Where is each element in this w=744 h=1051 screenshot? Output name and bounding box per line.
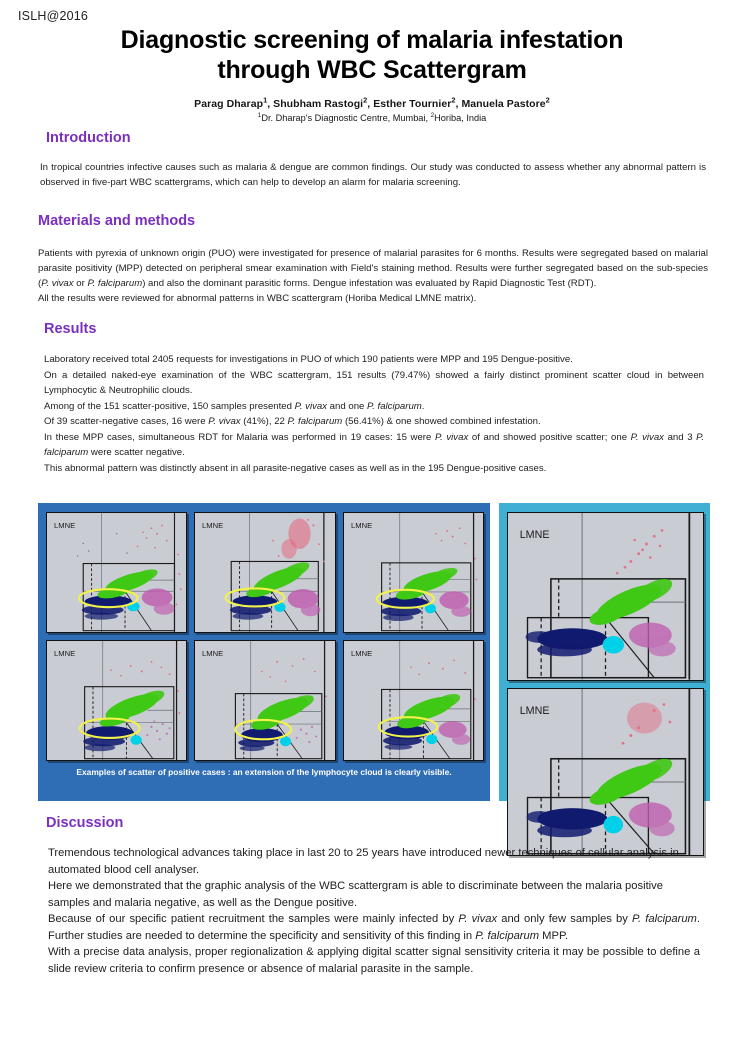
section-heading-results: Results [44, 321, 97, 337]
scattergram-positive-5[interactable] [194, 640, 335, 761]
negative-panel-caption: Examples of scatter of negative cases. [527, 862, 682, 873]
monocyte-cluster [603, 636, 624, 653]
disc-species-3: P. falciparum [475, 929, 540, 942]
lmne-label: LMNE [519, 529, 550, 542]
lmne-label: LMNE [202, 521, 224, 531]
res-l4-b: (41%), 22 [240, 416, 288, 428]
disc-p3-d: MPP. [539, 929, 569, 942]
scattergram-plot [508, 689, 703, 856]
title-block [0, 0, 744, 123]
author-sup-2: 2 [363, 95, 368, 105]
results-line-5 [44, 430, 704, 461]
res-species-3: P. vivax [208, 416, 241, 428]
res-l3-b: and one [327, 400, 368, 412]
res-species-7: P. falciparum [44, 431, 704, 459]
res-species-4: P. falciparum [287, 416, 343, 428]
lmne-label: LMNE [53, 649, 76, 659]
res-species-1: P. vivax [294, 400, 328, 412]
results-line-4 [44, 414, 704, 430]
scattergram-plot [344, 641, 483, 760]
res-l4-c: (56.41%) & one showed combined infestation. [342, 416, 541, 428]
author-sup-1: 1 [263, 95, 268, 105]
disc-p3-b: and only few samples by [497, 913, 632, 926]
scattergram-positive-3[interactable] [343, 512, 484, 633]
monocyte-cluster [426, 735, 437, 745]
scattergram-plot [47, 513, 186, 632]
lmne-label: LMNE [519, 704, 550, 717]
section-body-materials [38, 246, 708, 307]
materials-paragraph-2: All the results were reviewed for abnormal patterns in WBC scattergram (Horiba Medical LMNE matrix). [38, 293, 477, 305]
affil-sup-1: 1 [257, 111, 262, 119]
scattergram-plot [195, 641, 334, 760]
res-l3-c: . [421, 400, 425, 412]
positive-cases-panel [38, 503, 490, 801]
materials-paragraph-1 [38, 246, 708, 291]
scattergram-negative-1[interactable] [507, 512, 704, 681]
scattergram-plot [344, 513, 483, 632]
section-heading-introduction: Introduction [46, 130, 131, 146]
introduction-paragraph: In tropical countries infective causes such as malaria & dengue are common findings. Our study was conducted to assess whether any abnormal pattern is observed in five-part WBC scattergrams, which can help to develop an alarm for malaria screening. [40, 162, 706, 189]
negative-scattergram-grid [507, 512, 702, 856]
section-body-introduction [40, 160, 706, 190]
monocyte-cluster [604, 816, 624, 833]
page-title [92, 26, 652, 85]
title-line-2: through WBC Scattergram [217, 55, 527, 84]
author-sup-4: 2 [545, 95, 550, 105]
negative-cases-panel [499, 503, 710, 873]
section-heading-materials: Materials and methods [38, 213, 196, 229]
affil-sup-2: 2 [430, 111, 435, 119]
scattergram-plot [47, 641, 186, 760]
section-heading-discussion: Discussion [46, 815, 124, 831]
monocyte-cluster [280, 737, 291, 747]
res-species-2: P. falciparum [367, 400, 422, 412]
disc-p3-c: . Further studies are needed to determine the specificity and sensitivity of this finding in [48, 913, 700, 942]
discussion-paragraph-1: Tremendous technological advances taking place in last 20 to 25 years have introduced newer techniques of cellular analysis in automated blood cell analyser. [48, 847, 679, 876]
res-species-6: P. vivax [630, 431, 664, 443]
author-sup-3: 2 [451, 95, 456, 105]
affiliation-list: $^1$Dr. Dharap's Diagnostic Centre, Mumbai, $^2$Horiba, India [257, 111, 487, 123]
results-line-2: On a detailed naked-eye examination of the WBC scattergram, 151 results (79.47%) showed a fairly distinct prominent scatter cloud in between Lymphocytic & Neutrophilic clouds. [44, 369, 704, 397]
results-line-1: Laboratory received total 2405 requests for investigations in PUO of which 190 patients were MPP and 195 Dengue-positive. [44, 354, 573, 365]
author-list: Parag Dharap$^1$, Shubham Rastogi$^2$, Esther Tournier$^2$, Manuela Pastore$^2$ [194, 95, 550, 110]
lmne-label: LMNE [53, 521, 76, 531]
scattergram-positive-2[interactable] [194, 512, 335, 633]
results-line-3 [44, 399, 704, 415]
lmne-label: LMNE [202, 649, 224, 659]
positive-scattergram-grid [46, 512, 482, 761]
res-l5-b: of and showed positive scatter; one [468, 431, 631, 443]
res-l5-a: In these MPP cases, simultaneous RDT for Malaria was performed in 19 cases: 15 were [44, 431, 435, 443]
res-l5-d: were scatter negative. [88, 447, 185, 459]
mat-species-1: P. vivax [41, 278, 74, 290]
monocyte-cluster [131, 735, 142, 745]
title-line-1: Diagnostic screening of malaria infestation [120, 26, 624, 54]
lmne-label: LMNE [350, 649, 372, 659]
scattergram-positive-1[interactable] [46, 512, 187, 633]
scattergram-plot [195, 513, 334, 632]
lmne-label: LMNE [350, 521, 372, 531]
section-body-results [44, 352, 704, 476]
section-body-discussion [48, 845, 700, 978]
discussion-paragraph-4: With a precise data analysis, proper regionalization & applying digital scatter signal sensitivity criteria it may be possible to define a slide review criteria to confirm presence or absence of malarial parasite in the sample. [48, 946, 700, 976]
positive-panel-caption: Examples of scatter of positive cases : an extension of the lymphocyte cloud is clearly visible. [76, 767, 452, 778]
res-l3-a: Among of the 151 scatter-positive, 150 samples presented [44, 400, 295, 412]
discussion-paragraph-3 [48, 911, 700, 944]
discussion-paragraph-2: Here we demonstrated that the graphic analysis of the WBC scattergram is able to discriminate between the malaria positive samples and malaria negative, as well as the Dengue positive. [48, 880, 663, 909]
results-line-6: This abnormal pattern was distinctly absent in all parasite-negative cases as well as in the 195 Dengue-positive cases. [44, 462, 547, 474]
conference-tag: ISLH@2016 [18, 9, 89, 23]
scattergram-positive-6[interactable] [343, 640, 484, 761]
mat-p1-c: ) and also the dominant parasitic forms. Dengue infestation was evaluated by Rapid Diagnostic Test (RDT). [142, 278, 597, 290]
mat-p1-b: or [73, 278, 88, 290]
disc-species-1: P. vivax [458, 913, 498, 926]
scattergram-negative-2[interactable] [507, 688, 704, 857]
mat-species-2: P. falciparum [87, 278, 143, 290]
res-species-5: P. vivax [434, 431, 469, 443]
mat-p1-a: Patients with pyrexia of unknown origin (PUO) were investigated for presence of malarial parasites for 6 months. Results were segregated based on malarial parasite positivity (MPP) detected on peripheral smear examination with Field's staining method. Results were further segregated based on the sub-species ( [38, 248, 708, 290]
scattergram-positive-4[interactable] [46, 640, 187, 761]
scattergram-plot [508, 513, 703, 680]
res-l5-c: and 3 [663, 431, 697, 443]
res-l4-a: Of 39 scatter-negative cases, 16 were [44, 416, 209, 428]
disc-p3-a: Because of our specific patient recruitment the samples were mainly infected by [48, 913, 459, 926]
disc-species-2: P. falciparum [632, 913, 697, 926]
